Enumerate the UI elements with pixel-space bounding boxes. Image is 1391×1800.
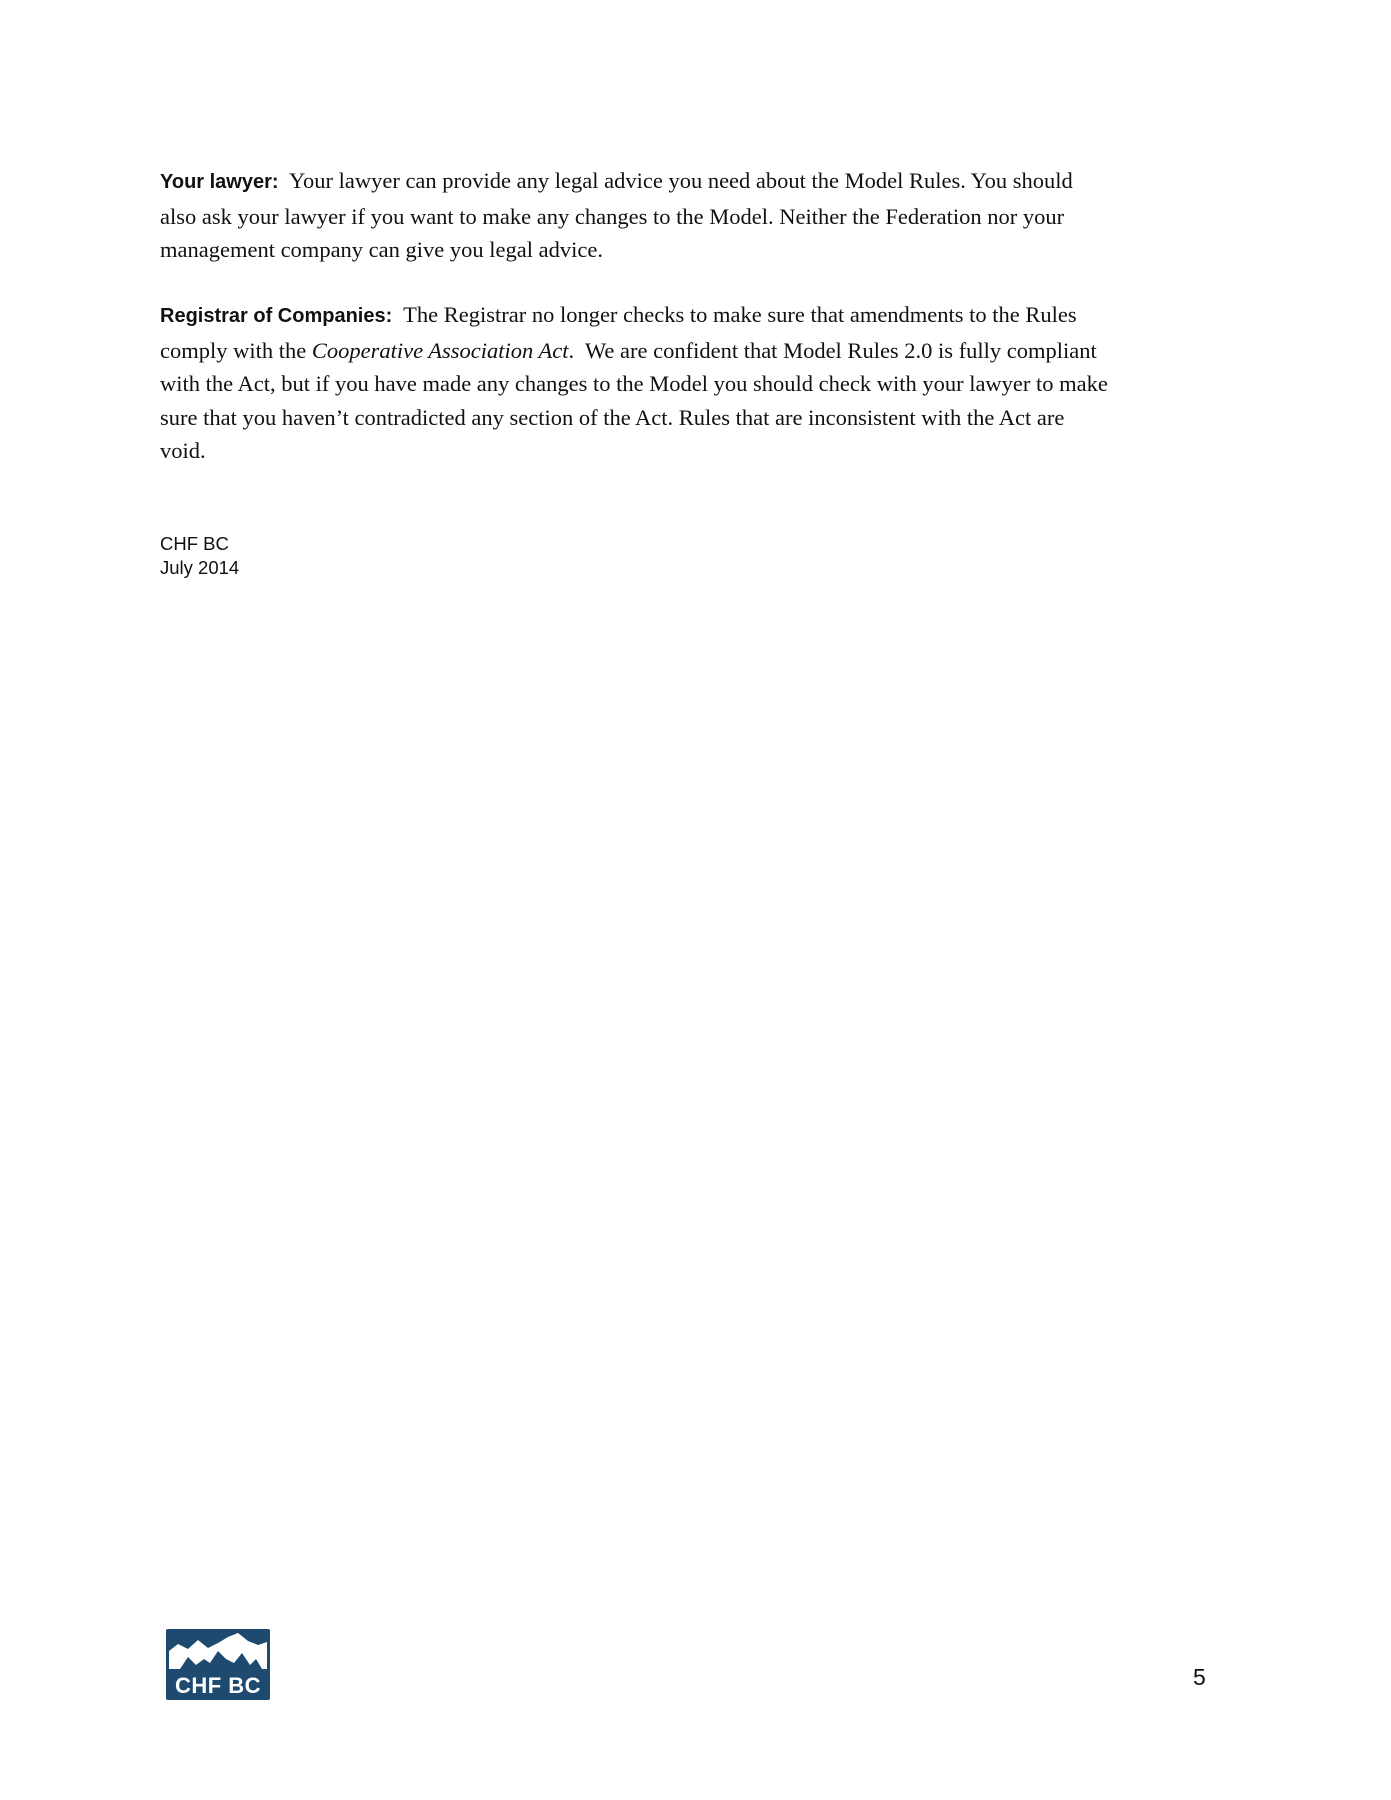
signature-block [160, 532, 239, 580]
paragraph-registrar [160, 298, 1220, 468]
section-label: Registrar of Companies: [160, 305, 393, 327]
paragraph-your-lawyer [160, 164, 1220, 267]
mountain-icon [166, 1629, 270, 1675]
text-line: also ask your lawyer if you want to make any changes to the Model. Neither the Federation nor your [160, 203, 1065, 229]
act-title: Cooperative Association Act [311, 337, 569, 363]
text-line: sure that you haven’t contradicted any section of the Act. Rules that are inconsistent with the Act are [160, 404, 1065, 430]
signature-date: July 2014 [160, 557, 240, 578]
text-line: management company can give you legal advice. [160, 237, 603, 262]
page-number: 5 [1193, 1664, 1206, 1690]
text-line: with the Act, but if you have made any changes to the Model you should check with your lawyer to make [160, 371, 1108, 396]
logo-text: CHF BC [174, 1673, 262, 1698]
text-fragment: . We are confident that Model Rules 2.0 is fully compliant [568, 337, 1097, 363]
text-line: void. [160, 438, 206, 463]
text-line: The Registrar no longer checks to make sure that amendments to the Rules [403, 302, 1077, 327]
text-fragment: comply with the [160, 337, 312, 363]
text-line: Your lawyer can provide any legal advice you need about the Model Rules. You should [288, 168, 1073, 193]
section-label: Your lawyer: [160, 171, 279, 193]
signature-org: CHF BC [160, 533, 229, 554]
chf-bc-logo [166, 1629, 270, 1700]
